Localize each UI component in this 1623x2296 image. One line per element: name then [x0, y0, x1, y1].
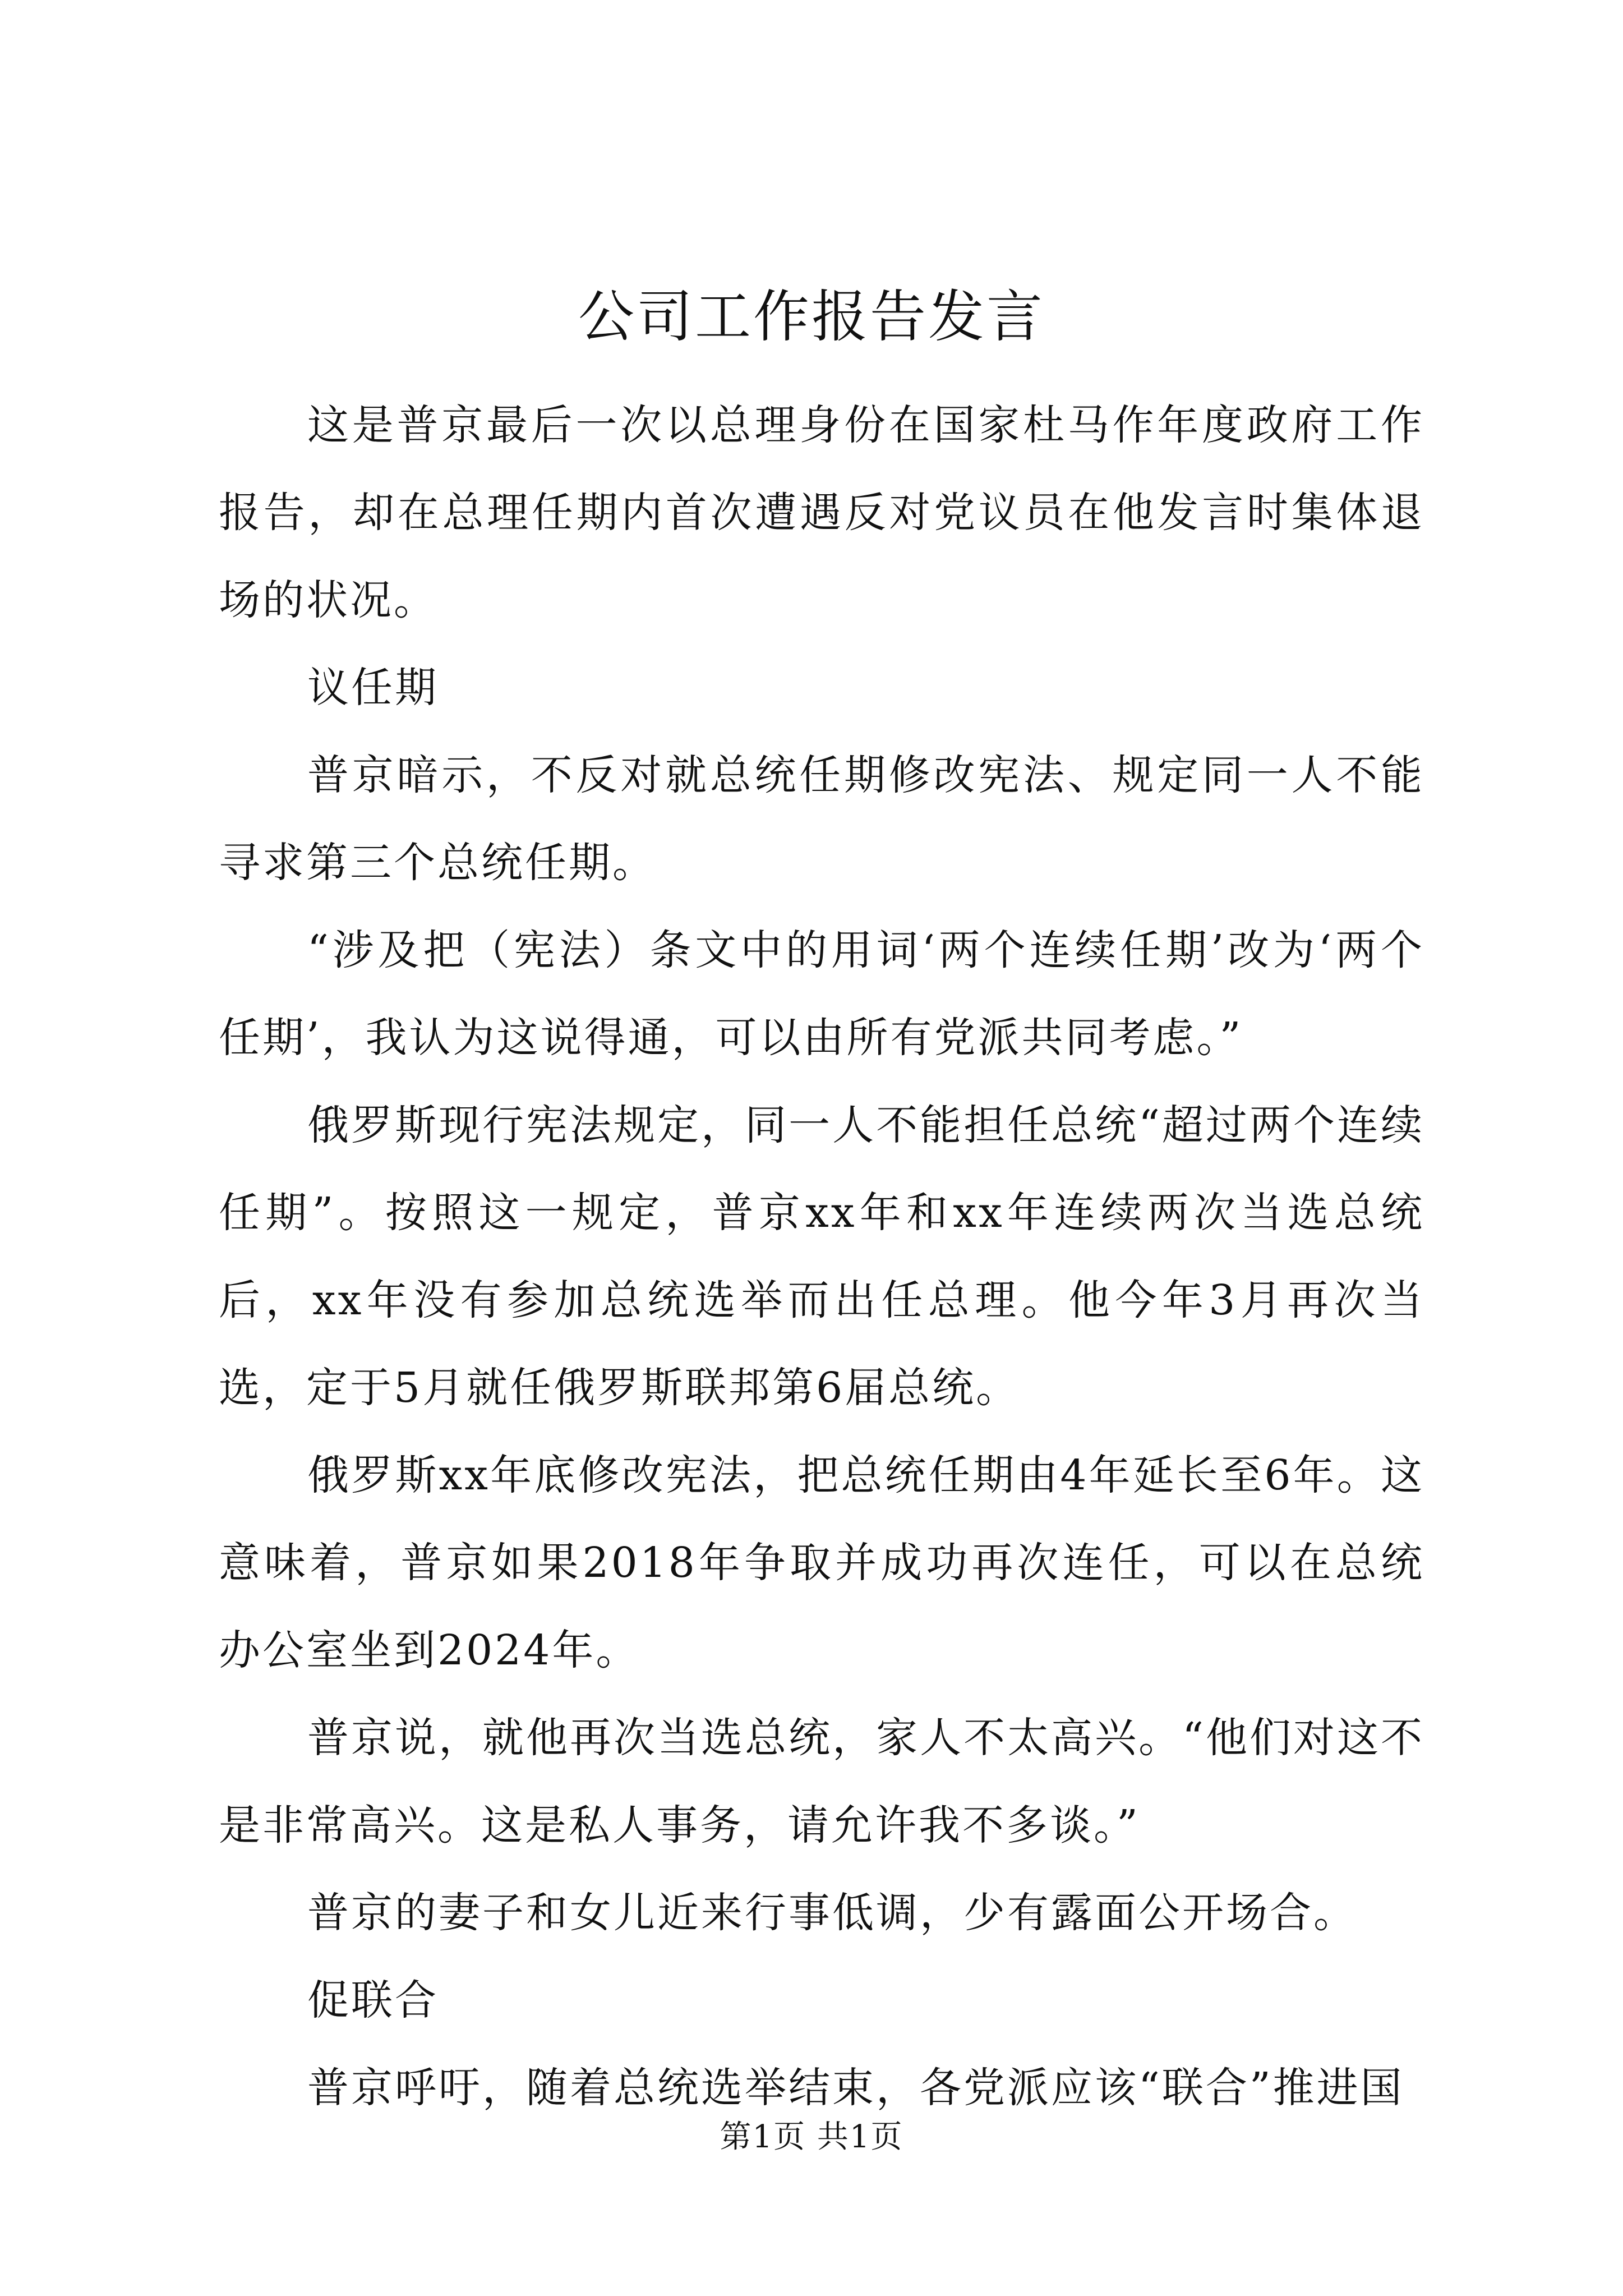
paragraph: 俄罗斯现行宪法规定，同一人不能担任总统“超过两个连续任期”。按照这一规定，普京xx年和xx年连续两次当选总统后，xx年没有参加总统选举而出任总理。他今年3月再次当选，定于5月就任俄罗斯联邦第6届总统。 — [219, 1101, 1424, 1412]
paragraph: “涉及把（宪法）条文中的用词‘两个连续任期’改为‘两个任期’，我认为这说得通，可以由所有党派共同考虑。” — [219, 926, 1424, 1062]
paragraph: 普京暗示，不反对就总统任期修改宪法、规定同一人不能寻求第三个总统任期。 — [219, 751, 1424, 887]
section-heading: 促联合 — [307, 1976, 439, 2024]
paragraph: 这是普京最后一次以总理身份在国家杜马作年度政府工作报告，却在总理任期内首次遭遇反对党议员在他发言时集体退场的状况。 — [219, 401, 1424, 624]
paragraph: 普京呼吁，随着总统选举结束，各党派应该“联合”推进国 — [307, 2064, 1404, 2112]
document-title: 公司工作报告发言 — [578, 284, 1045, 349]
paragraph: 普京说，就他再次当选总统，家人不太高兴。“他们对这不是非常高兴。这是私人事务，请允许我不多谈。” — [219, 1714, 1424, 1849]
document-body — [219, 381, 1424, 2132]
section-heading: 议任期 — [307, 664, 439, 712]
paragraph: 俄罗斯xx年底修改宪法，把总统任期由4年延长至6年。这意味着，普京如果2018年争取并成功再次连任，可以在总统办公室坐到2024年。 — [219, 1451, 1424, 1674]
page-footer: 第1页 共1页 — [720, 2119, 903, 2155]
paragraph: 普京的妻子和女儿近来行事低调，少有露面公开场合。 — [307, 1889, 1357, 1937]
